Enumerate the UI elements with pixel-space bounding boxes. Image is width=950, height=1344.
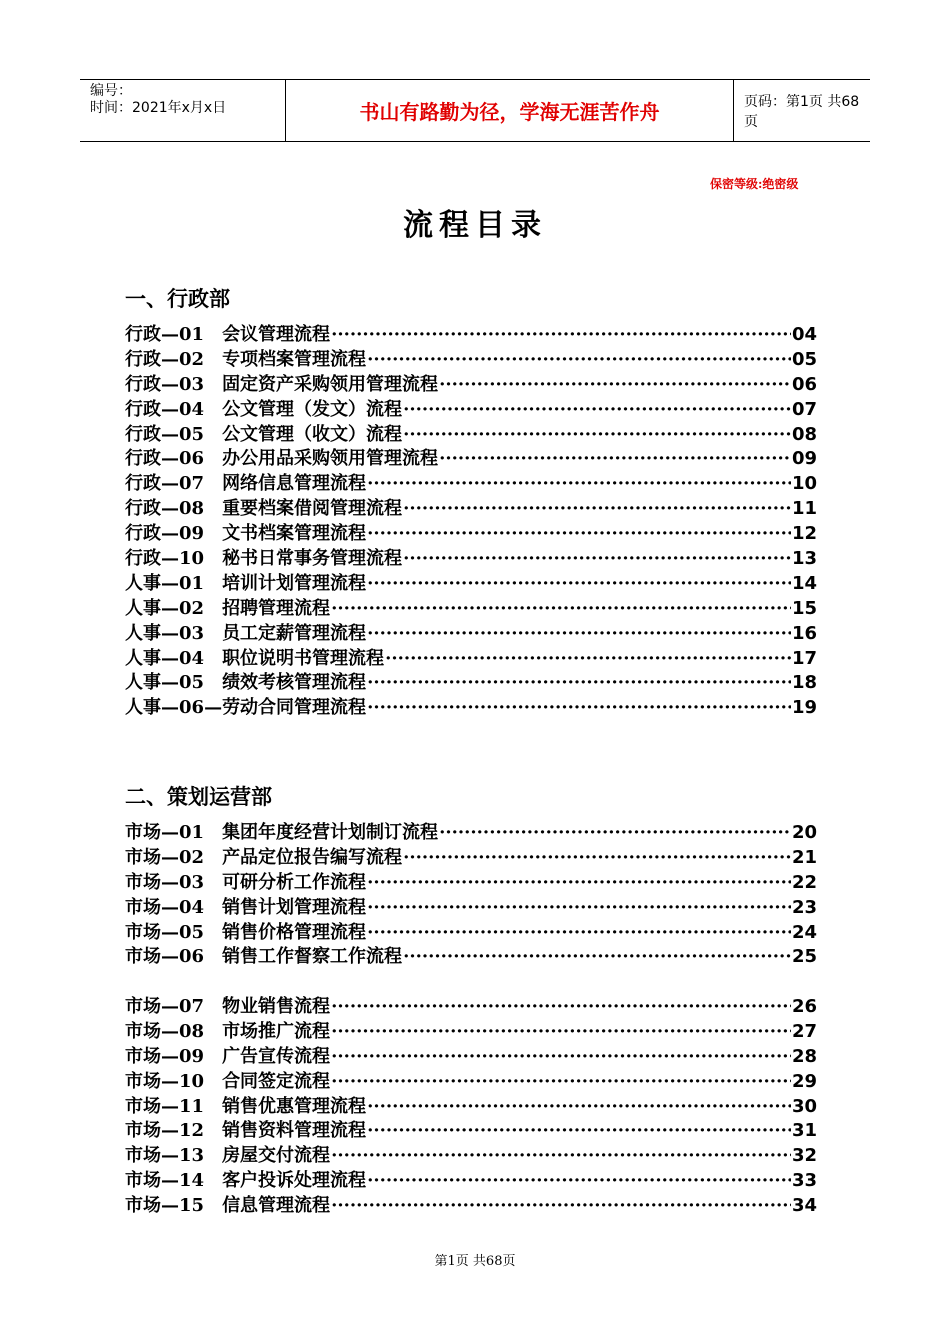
- toc-leader-dots: [403, 847, 791, 868]
- toc-entry[interactable]: [125, 370, 817, 395]
- toc-entry-title: 培训计划管理流程: [222, 572, 367, 594]
- header-motto: 书山有路勤为径，学海无涯苦作舟: [286, 80, 734, 141]
- toc-entry-title: 销售计划管理流程: [222, 896, 367, 918]
- toc-entry[interactable]: [125, 1042, 817, 1067]
- toc-entry-separator: [204, 1166, 222, 1192]
- toc-entry-separator: [204, 619, 222, 645]
- toc-entry[interactable]: [125, 843, 817, 868]
- toc-entry-title: 销售资料管理流程: [222, 1120, 367, 1142]
- toc-entry-page: 06: [791, 373, 817, 395]
- toc-leader-dots: [367, 1170, 791, 1191]
- toc-entry-title: 合同签定流程: [222, 1070, 331, 1092]
- toc-entry-page: 07: [791, 398, 817, 420]
- toc-entry-title: 会议管理流程: [222, 324, 331, 345]
- toc-entry-code: 市场—01: [125, 822, 205, 843]
- toc-entry-title: 销售工作督察工作流程: [222, 946, 403, 968]
- section-heading-planning: 二、策划运营部: [125, 784, 272, 809]
- toc-leader-dots: [367, 349, 791, 370]
- toc-entry-separator: [204, 843, 222, 869]
- toc-entry-separator: [204, 818, 222, 844]
- toc-entry-separator: [204, 1191, 222, 1217]
- toc-entry-title: 绩效考核管理流程: [222, 672, 367, 694]
- toc-entry-title: 销售价格管理流程: [222, 921, 367, 943]
- toc-entry-separator: [204, 444, 222, 470]
- toc-leader-dots: [331, 324, 791, 345]
- toc-entry-separator: [204, 1017, 222, 1043]
- toc-entry-code: 行政—08: [125, 498, 205, 520]
- toc-leader-dots: [331, 1046, 791, 1067]
- toc-entry-code: 市场—11: [125, 1095, 205, 1117]
- toc-entry-page: 20: [791, 822, 817, 843]
- document-number-label: 编号：: [90, 83, 132, 99]
- toc-entry-separator: [204, 942, 222, 968]
- toc-entry-separator: [204, 992, 222, 1018]
- toc-entry-code: 市场—14: [125, 1170, 205, 1192]
- toc-leader-dots: [367, 697, 791, 718]
- page-title: 流程目录: [403, 208, 547, 243]
- toc-entry-title: 办公用品采购领用管理流程: [222, 448, 439, 470]
- toc-entry-page: 34: [791, 1195, 817, 1217]
- toc-entry-separator: [204, 644, 222, 670]
- toc-entry-separator: [204, 345, 222, 371]
- toc-entry-code: 行政—07: [125, 473, 205, 495]
- toc-entry[interactable]: [125, 868, 817, 893]
- toc-entry-separator: [204, 320, 222, 346]
- toc-leader-dots: [367, 523, 791, 544]
- toc-entry-code: 市场—09: [125, 1045, 205, 1067]
- toc-entry-page: 12: [791, 523, 817, 545]
- toc-leader-dots: [331, 996, 791, 1017]
- toc-entry-page: 17: [791, 647, 817, 669]
- toc-entry-page: 23: [791, 896, 817, 918]
- toc-entry-code: 市场—06: [125, 946, 205, 968]
- toc-entry-page: 13: [791, 548, 817, 570]
- toc-entry-code: 市场—15: [125, 1195, 205, 1217]
- toc-entry-code: 人事—04: [125, 647, 205, 669]
- toc-entry-code: 行政—01: [125, 324, 205, 345]
- toc-entry-separator: [204, 668, 222, 694]
- toc-leader-dots: [439, 822, 791, 843]
- toc-entry-code: 行政—10: [125, 548, 205, 570]
- toc-entry-page: 18: [791, 672, 817, 694]
- secrecy-level: 保密等级:绝密级: [710, 177, 799, 191]
- toc-entry-title: 可研分析工作流程: [222, 871, 367, 893]
- toc-leader-dots: [367, 1096, 791, 1117]
- toc-entry-title: 信息管理流程: [222, 1195, 331, 1217]
- toc-entry-title: 职位说明书管理流程: [222, 647, 385, 669]
- toc-entry-page: 21: [791, 846, 817, 868]
- section-heading-admin: 一、行政部: [125, 286, 230, 311]
- toc-entry-title: 销售优惠管理流程: [222, 1095, 367, 1117]
- toc-entry-separator: [204, 494, 222, 520]
- toc-entry-separator: [204, 544, 222, 570]
- toc-entry-page: 30: [791, 1095, 817, 1117]
- toc-entry[interactable]: [125, 594, 817, 619]
- toc-entry[interactable]: [125, 544, 817, 569]
- toc-entry[interactable]: [125, 644, 817, 669]
- toc-entry-title: 广告宣传流程: [222, 1045, 331, 1067]
- toc-entry-code: 行政—02: [125, 348, 205, 370]
- toc-leader-dots: [367, 623, 791, 644]
- toc-entry[interactable]: [125, 818, 817, 843]
- toc-entry-title: 专项档案管理流程: [222, 348, 367, 370]
- toc-entry-page: 22: [791, 871, 817, 893]
- toc-entry-separator: [204, 893, 222, 919]
- toc-entry-page: 32: [791, 1145, 817, 1167]
- toc-entry-title: 重要档案借阅管理流程: [222, 498, 403, 520]
- toc-entry[interactable]: [125, 1191, 817, 1216]
- toc-entry-code: 行政—06: [125, 448, 205, 470]
- toc-leader-dots: [367, 1120, 791, 1141]
- header-table: [80, 79, 870, 142]
- toc-entry-code: 人事—05: [125, 672, 205, 694]
- toc-leader-dots: [367, 872, 791, 893]
- toc-leader-dots: [367, 922, 791, 943]
- toc-entry-title: 客户投诉处理流程: [222, 1170, 367, 1192]
- toc-leader-dots: [367, 672, 791, 693]
- toc-entry-code: 市场—05: [125, 921, 205, 943]
- toc-entry[interactable]: [125, 469, 817, 494]
- toc-entry-title: 秘书日常事务管理流程: [222, 548, 403, 570]
- toc-entry[interactable]: [125, 918, 817, 943]
- toc-entry-separator: [204, 1092, 222, 1118]
- toc-entry-title: 产品定位报告编写流程: [222, 846, 403, 868]
- toc-list-planning-b: [125, 992, 817, 1216]
- toc-leader-dots: [331, 1145, 791, 1166]
- toc-entry-separator: —: [204, 697, 223, 719]
- toc-entry-code: 市场—10: [125, 1070, 205, 1092]
- toc-entry-separator: [204, 395, 222, 421]
- toc-leader-dots: [403, 946, 791, 967]
- toc-leader-dots: [331, 1021, 791, 1042]
- toc-entry-page: 29: [791, 1070, 817, 1092]
- toc-entry[interactable]: [125, 693, 817, 718]
- toc-leader-dots: [439, 374, 791, 395]
- toc-entry[interactable]: [125, 519, 817, 544]
- toc-entry-page: 10: [791, 473, 817, 495]
- header-page-info: 页码：第1页 共68页: [744, 93, 860, 130]
- toc-leader-dots: [367, 473, 791, 494]
- toc-entry-title: 市场推广流程: [222, 1020, 331, 1042]
- toc-entry-code: 行政—03: [125, 373, 205, 395]
- toc-entry-code: 市场—04: [125, 896, 205, 918]
- toc-entry-separator: [204, 594, 222, 620]
- toc-entry[interactable]: [125, 1116, 817, 1141]
- toc-leader-dots: [331, 1195, 791, 1216]
- toc-entry[interactable]: [125, 893, 817, 918]
- toc-entry-title: 劳动合同管理流程: [222, 697, 367, 719]
- toc-entry-title: 固定资产采购领用管理流程: [222, 373, 439, 395]
- toc-entry[interactable]: [125, 619, 817, 644]
- toc-entry-page: 24: [791, 921, 817, 943]
- toc-entry[interactable]: [125, 1017, 817, 1042]
- toc-entry-code: 行政—09: [125, 523, 205, 545]
- toc-entry[interactable]: [125, 395, 817, 420]
- toc-entry-title: 房屋交付流程: [222, 1145, 331, 1167]
- toc-entry[interactable]: [125, 1141, 817, 1166]
- toc-leader-dots: [331, 598, 791, 619]
- toc-entry[interactable]: [125, 320, 817, 345]
- toc-entry-code: 人事—06: [125, 697, 205, 719]
- toc-entry-separator: [204, 1042, 222, 1068]
- toc-leader-dots: [331, 1071, 791, 1092]
- toc-entry-title: 员工定薪管理流程: [222, 622, 367, 644]
- toc-entry[interactable]: [125, 668, 817, 693]
- toc-entry-code: 市场—02: [125, 846, 205, 868]
- toc-leader-dots: [367, 573, 791, 594]
- toc-entry[interactable]: [125, 942, 817, 967]
- toc-entry[interactable]: [125, 345, 817, 370]
- toc-leader-dots: [367, 897, 791, 918]
- toc-entry[interactable]: [125, 1166, 817, 1191]
- toc-entry-separator: [204, 1141, 222, 1167]
- toc-entry-page: 19: [791, 697, 817, 719]
- toc-leader-dots: [403, 424, 791, 445]
- toc-entry-page: 11: [791, 498, 817, 520]
- toc-entry-code: 人事—03: [125, 622, 205, 644]
- toc-entry[interactable]: [125, 992, 817, 1017]
- toc-entry-separator: [204, 569, 222, 595]
- toc-entry-separator: [204, 1067, 222, 1093]
- header-meta-cell: [80, 80, 286, 141]
- document-time-label: 时间：2021年x月x日: [90, 100, 227, 116]
- toc-entry-code: 人事—02: [125, 597, 205, 619]
- toc-entry-separator: [204, 370, 222, 396]
- toc-leader-dots: [403, 399, 791, 420]
- toc-entry-title: 公文管理（发文）流程: [222, 398, 403, 420]
- toc-entry-page: 14: [791, 572, 817, 594]
- toc-entry-page: 33: [791, 1170, 817, 1192]
- toc-entry-page: 04: [791, 324, 817, 345]
- toc-entry-page: 08: [791, 423, 817, 445]
- toc-entry-code: 市场—08: [125, 1020, 205, 1042]
- toc-entry-separator: [204, 420, 222, 446]
- toc-leader-dots: [403, 498, 791, 519]
- toc-entry-title: 物业销售流程: [222, 996, 331, 1017]
- toc-entry-separator: [204, 868, 222, 894]
- toc-entry-code: 市场—12: [125, 1120, 205, 1142]
- toc-entry[interactable]: [125, 569, 817, 594]
- toc-entry-separator: [204, 469, 222, 495]
- toc-entry-page: 31: [791, 1120, 817, 1142]
- toc-entry-page: 26: [791, 996, 817, 1017]
- toc-entry[interactable]: [125, 444, 817, 469]
- toc-entry-code: 行政—05: [125, 423, 205, 445]
- toc-entry-page: 09: [791, 448, 817, 470]
- page-footer: 第1页 共68页: [434, 1254, 516, 1269]
- toc-entry-separator: [204, 1116, 222, 1142]
- toc-leader-dots: [403, 548, 791, 569]
- toc-entry-page: 25: [791, 946, 817, 968]
- toc-entry-title: 网络信息管理流程: [222, 473, 367, 495]
- toc-entry-separator: [204, 918, 222, 944]
- toc-entry-title: 招聘管理流程: [222, 597, 331, 619]
- toc-entry-separator: [204, 519, 222, 545]
- toc-list-admin: [125, 320, 817, 718]
- toc-entry-title: 集团年度经营计划制订流程: [222, 822, 439, 843]
- toc-entry-code: 人事—01: [125, 572, 205, 594]
- toc-entry-title: 公文管理（收文）流程: [222, 423, 403, 445]
- toc-entry[interactable]: [125, 494, 817, 519]
- toc-entry-title: 文书档案管理流程: [222, 523, 367, 545]
- toc-leader-dots: [439, 448, 791, 469]
- toc-leader-dots: [385, 648, 791, 669]
- toc-entry-code: 市场—07: [125, 996, 205, 1017]
- toc-entry[interactable]: [125, 1067, 817, 1092]
- toc-entry-page: 05: [791, 348, 817, 370]
- toc-entry[interactable]: [125, 420, 817, 445]
- toc-entry-page: 16: [791, 622, 817, 644]
- toc-entry-code: 行政—04: [125, 398, 205, 420]
- toc-list-planning-a: [125, 818, 817, 967]
- toc-entry[interactable]: [125, 1092, 817, 1117]
- toc-entry-page: 27: [791, 1020, 817, 1042]
- toc-entry-page: 28: [791, 1045, 817, 1067]
- toc-entry-page: 15: [791, 597, 817, 619]
- toc-entry-code: 市场—03: [125, 871, 205, 893]
- toc-entry-code: 市场—13: [125, 1145, 205, 1167]
